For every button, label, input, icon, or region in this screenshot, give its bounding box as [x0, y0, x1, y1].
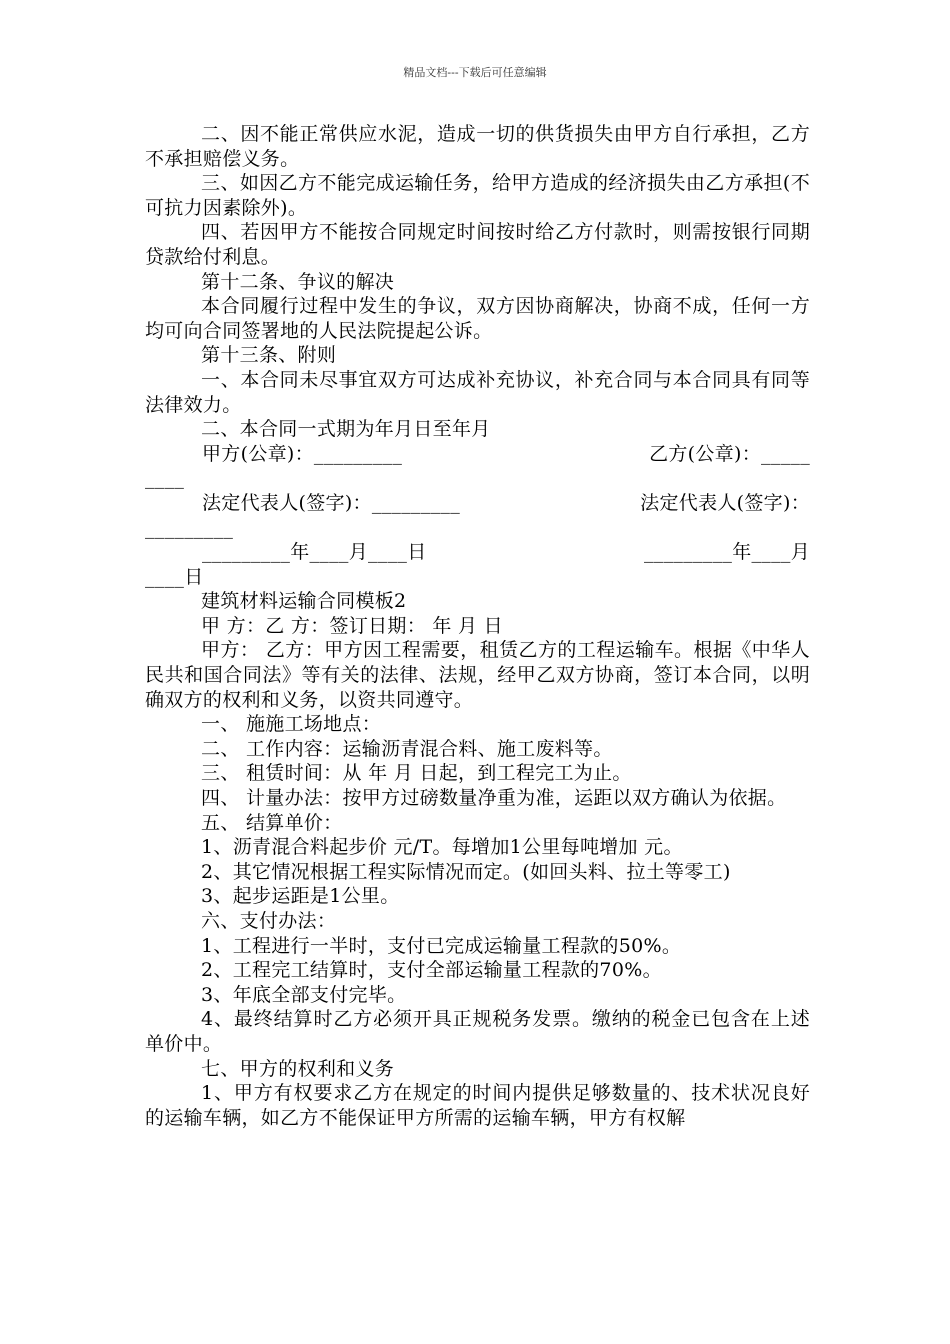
clause-item: 二、 工作内容：运输沥青混合料、施工废料等。 — [201, 737, 613, 760]
clause-paragraph: 甲方： 乙方：甲方因工程需要，租赁乙方的工程运输车。根据《中华人民共和国合同法》等有关的法律、法规，经甲乙双方协商，签订本合同，以明确双方的权利和义务，以资共同遵守。 — [145, 639, 810, 711]
date-line — [145, 540, 810, 565]
clause-item: 1、沥青混合料起步价 元/T。每增加1公里每吨增加 元。 — [201, 836, 683, 859]
clause-paragraph: 四、若因甲方不能按合同规定时间按时给乙方付款时，则需按银行同期贷款给付利息。 — [145, 221, 810, 268]
clause-paragraph: 本合同履行过程中发生的争议，双方因协商解决，协商不成，任何一方均可向合同签署地的人民法院提起公诉。 — [145, 295, 810, 342]
document-title: 建筑材料运输合同模板2 — [201, 590, 407, 613]
clause-item: 1、甲方有权要求乙方在规定的时间内提供足够数量的、技术状况良好的运输车辆，如乙方不能保证甲方所需的运输车辆，甲方有权解 — [145, 1082, 810, 1129]
clause-item: 一、 施施工场地点： — [201, 713, 382, 736]
party-a-seal: 甲方(公章)：_________ — [202, 442, 403, 465]
clause-paragraph: 一、本合同未尽事宜双方可达成补充协议，补充合同与本合同具有同等法律效力。 — [145, 368, 810, 416]
seal-line — [145, 442, 810, 467]
clause-paragraph: 二、本合同一式期为年月日至年月 — [201, 418, 491, 441]
clause-item: 四、 计量办法：按甲方过磅数量净重为准，运距以双方确认为依据。 — [201, 787, 787, 810]
page-header: 精品文档---下载后可任意编辑 — [403, 66, 547, 79]
rep-a-signature: 法定代表人(签字)：_________ — [202, 491, 461, 514]
party-b-seal-continuation: ____ — [145, 467, 185, 490]
clause-paragraph: 三、如因乙方不能完成运输任务，给甲方造成的经济损失由乙方承担(不可抗力因素除外)。 — [145, 172, 810, 219]
clause-item: 2、工程完工结算时，支付全部运输量工程款的70%。 — [201, 959, 662, 982]
clause-item: 六、支付办法： — [201, 910, 337, 932]
clause-item: 4、最终结算时乙方必须开具正规税务发票。缴纳的税金已包含在上述单价中。 — [145, 1008, 810, 1055]
section-heading: 第十三条、附则 — [201, 344, 337, 367]
date-a: _________年____月____日 — [202, 541, 427, 564]
clause-item: 五、 结算单价： — [201, 811, 343, 834]
clause-item: 2、其它情况根据工程实际情况而定。(如回头料、拉土等零工) — [201, 860, 731, 883]
rep-b-signature: 法定代表人(签字)： — [640, 491, 810, 514]
document-body — [145, 122, 810, 1130]
rep-b-continuation: _________ — [145, 516, 234, 539]
representative-line — [145, 491, 810, 516]
parties-line: 甲 方：乙 方：签订日期： 年 月 日 — [201, 614, 503, 637]
section-heading: 七、甲方的权利和义务 — [201, 1057, 395, 1080]
date-b: _________年____月 — [644, 541, 810, 564]
date-b-continuation: ____日 — [145, 565, 204, 588]
clause-item: 3、起步运距是1公里。 — [201, 885, 400, 908]
party-b-seal: 乙方(公章)：_____ — [649, 442, 810, 465]
clause-paragraph: 二、因不能正常供应水泥，造成一切的供货损失由甲方自行承担，乙方不承担赔偿义务。 — [145, 123, 810, 170]
clause-item: 三、 租赁时间：从 年 月 日起，到工程完工为止。 — [201, 762, 632, 785]
section-heading: 第十二条、争议的解决 — [201, 270, 395, 293]
clause-item: 3、年底全部支付完毕。 — [201, 983, 407, 1006]
clause-item: 1、工程进行一半时，支付已完成运输量工程款的50%。 — [201, 934, 682, 957]
